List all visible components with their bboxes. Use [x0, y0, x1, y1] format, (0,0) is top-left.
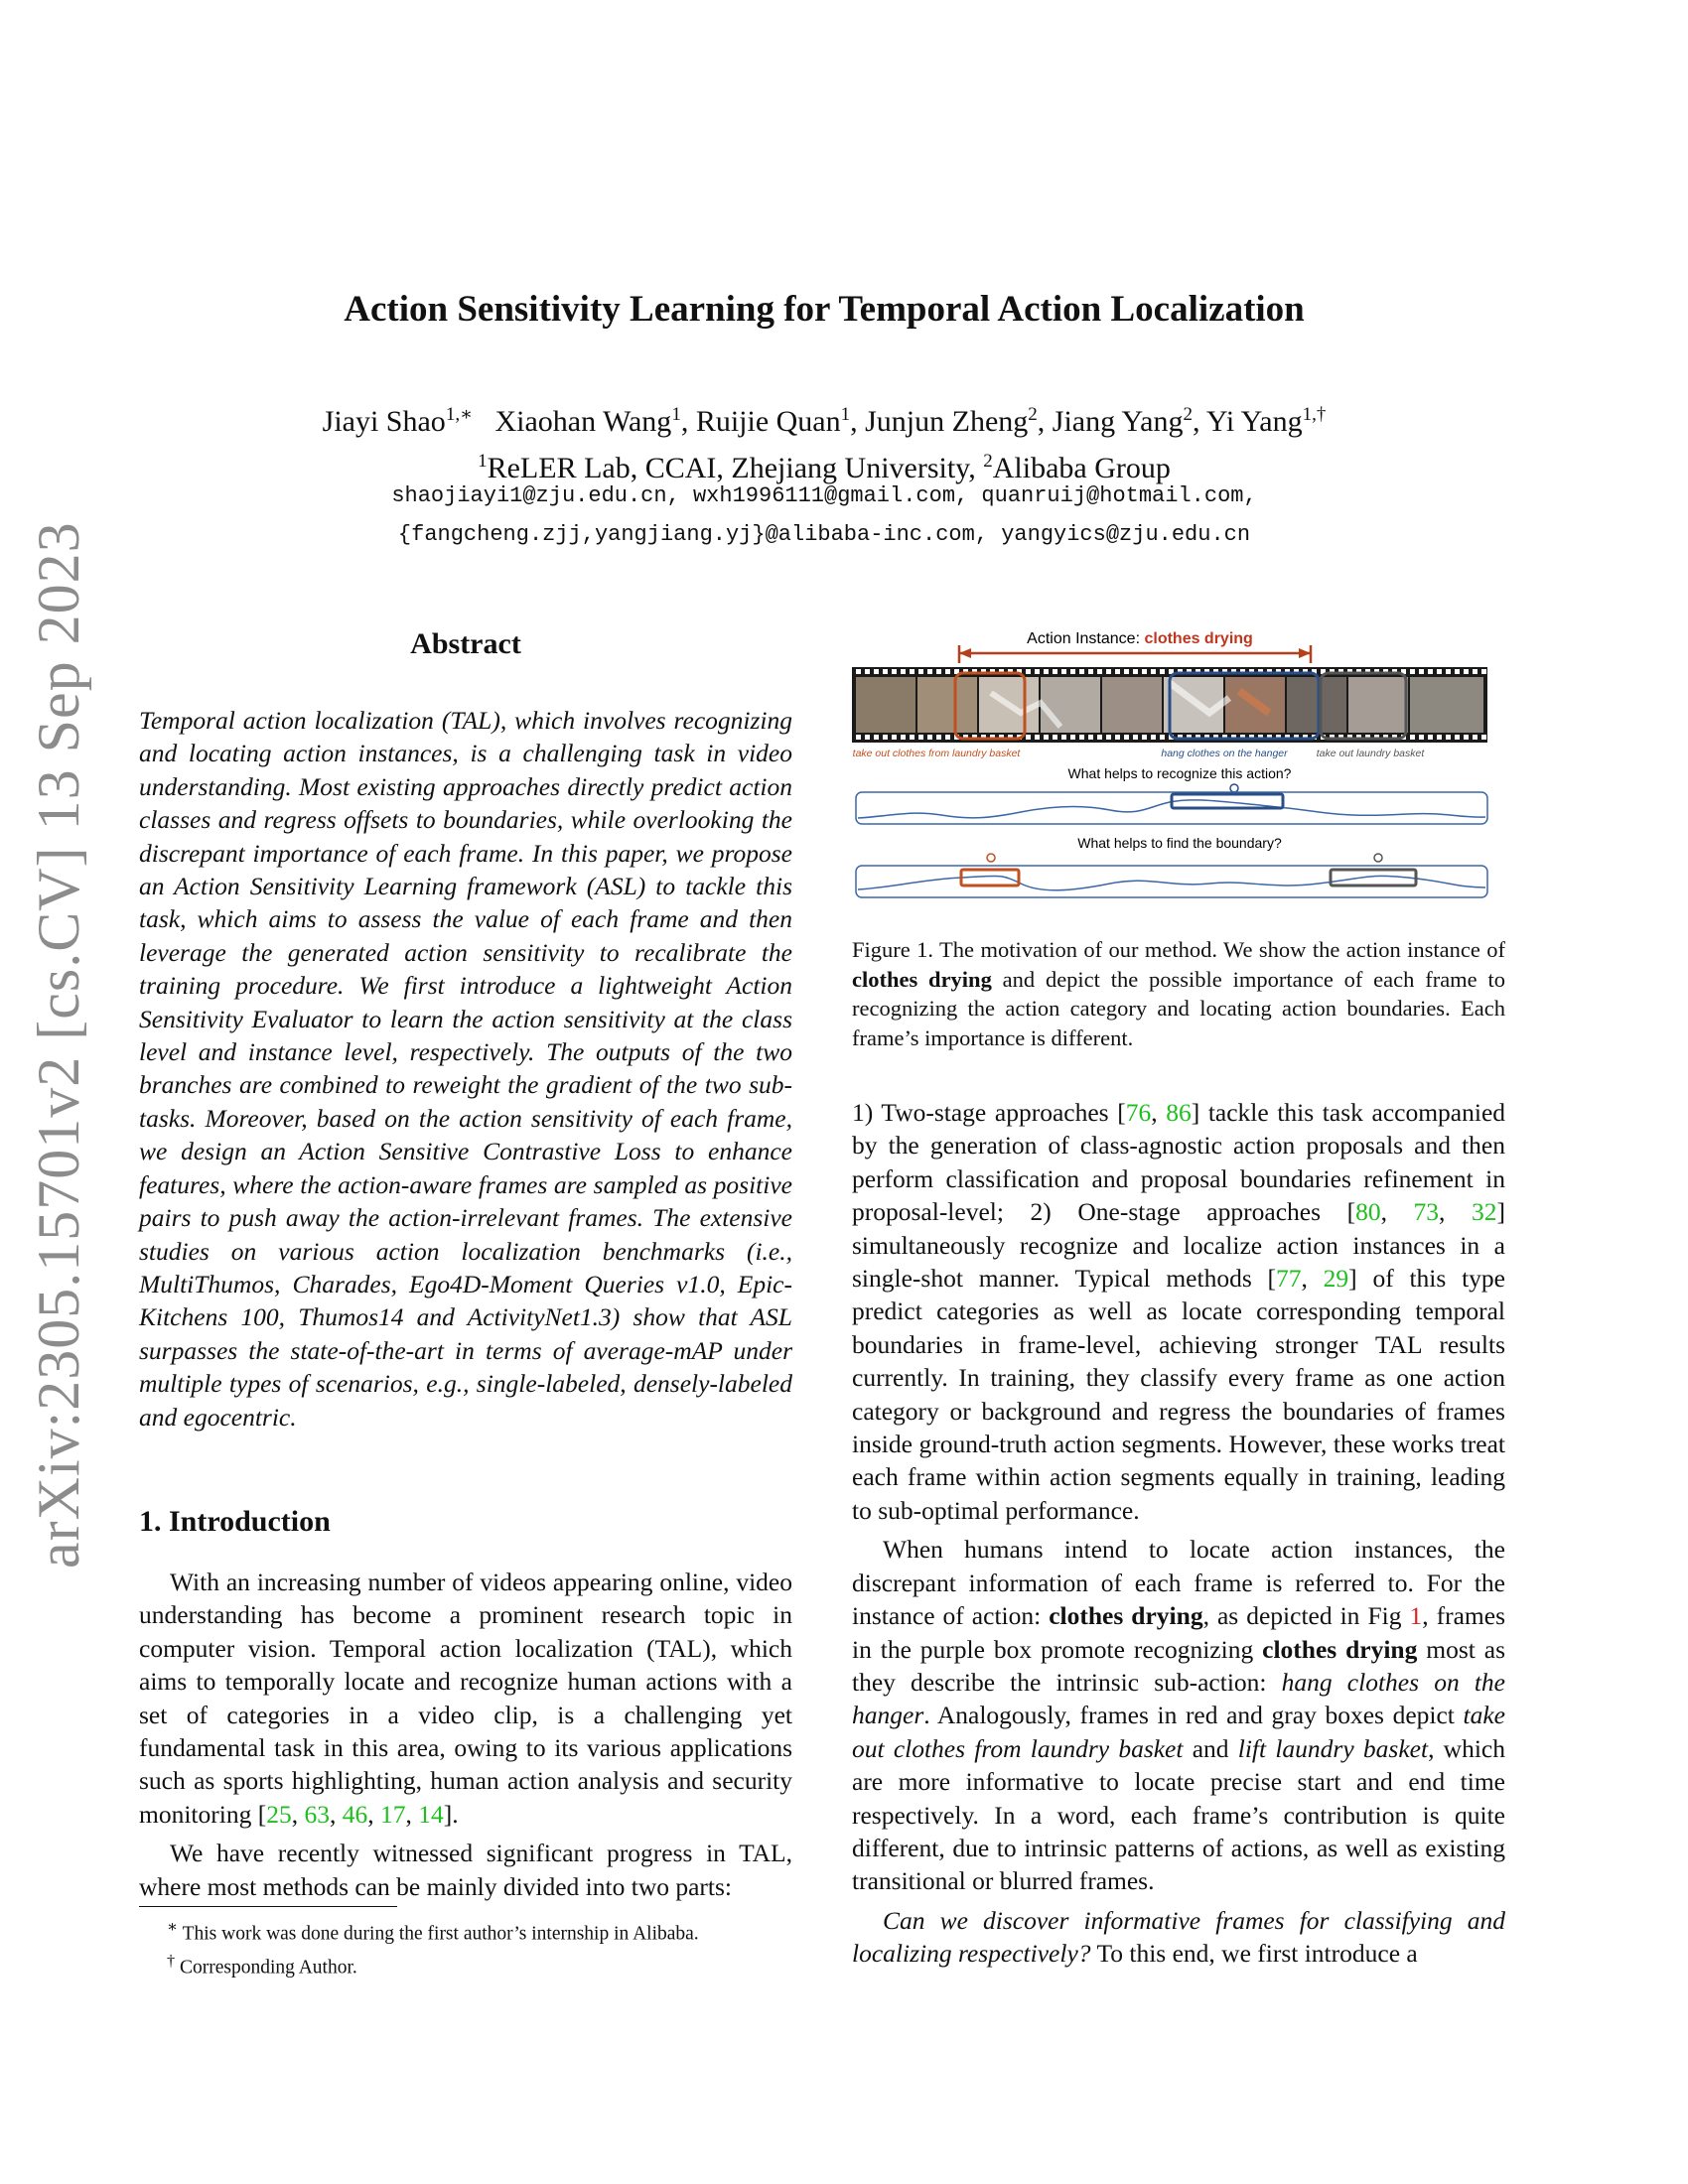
author-block — [0, 395, 1648, 488]
affiliation-mark: 2 — [983, 451, 993, 472]
film-perforation — [1053, 669, 1057, 674]
arrow-right-icon — [1299, 648, 1311, 658]
film-perforation — [1160, 669, 1165, 674]
film-perforation — [1070, 735, 1075, 740]
citation-link[interactable]: 73 — [1413, 1197, 1440, 1227]
film-perforation — [1106, 735, 1111, 740]
film-perforation — [918, 735, 923, 740]
text: , as depicted in Fig — [1202, 1601, 1410, 1631]
right-column-text — [852, 1096, 1505, 1971]
author-name: Ruijie Quan — [695, 405, 841, 438]
text: ] tackle this task accompanied by the generation of class-agnostic action proposals and then perform classification and proposal boundaries refinement in proposal-level; 2) One-stage approaches [ — [852, 1098, 1506, 1227]
abstract-heading: Abstract — [410, 627, 521, 660]
text: ] of this type predict categories as well as locate corresponding temporal boundaries in frame-level, achieving stronger TAL results currently. In training, they classify every frame as one action category or background and regress the boundaries of frames inside ground-truth action segments. However, these works treat each frame within action segments equally in training, leading to sub-optimal performance. — [852, 1264, 1505, 1525]
footnote-mark: † — [167, 1951, 176, 1970]
intro-paragraph: We have recently witnessed significant progress in TAL, where most methods can be mainly divided into two parts: — [139, 1839, 792, 1901]
emphasis: take out clothes from laundry basket — [852, 1701, 1505, 1763]
film-perforation — [874, 735, 879, 740]
film-perforation — [1455, 669, 1460, 674]
film-perforation — [918, 669, 923, 674]
film-perforation — [927, 669, 932, 674]
film-perforation — [1053, 735, 1057, 740]
film-perforation — [1142, 735, 1147, 740]
section-heading: 1. Introduction — [139, 1505, 331, 1538]
intro-paragraph: With an increasing number of videos appearing online, video understanding has become a prominent research topic in computer vision. Temporal action localization (TAL), which aims to temporally locate and recognize human actions with a set of categories in a video clip, is a challenging yet fundamental task in this area, owing to its various applications such as sports highlighting, human action analysis and security monitoring [25, 63, 46, 17, 14]. — [139, 1568, 792, 1829]
emphasis: hang clothes on the hanger — [852, 1667, 1505, 1730]
film-perforation — [936, 669, 941, 674]
film-perforation — [1044, 735, 1049, 740]
sub-action-label: take out clothes from laundry basket — [852, 748, 1021, 759]
lightbulb-icon — [1230, 784, 1238, 792]
text: Figure 1. The motivation of our method. We show the action instance of — [852, 937, 1505, 962]
film-perforation — [901, 669, 906, 674]
film-perforation — [1097, 735, 1102, 740]
film-perforation — [1061, 735, 1066, 740]
figure-caption — [852, 935, 1505, 1052]
citation-link[interactable]: 80 — [1355, 1197, 1381, 1227]
film-perforation — [1079, 735, 1084, 740]
film-perforation — [1061, 669, 1066, 674]
lightbulb-icon — [987, 854, 995, 862]
film-perforation — [865, 735, 870, 740]
film-perforation — [1437, 669, 1442, 674]
emphasis: lift laundry basket — [1237, 1733, 1429, 1763]
footnote-text: This work was done during the first author’s internship in Alibaba. — [178, 1923, 699, 1945]
author-mark: 1 — [671, 404, 681, 425]
film-perforation — [945, 735, 950, 740]
emphasis: Can we discover informative frames for classifying and localizing respectively? — [852, 1905, 1505, 1969]
film-perforation — [1026, 669, 1031, 674]
instance-prefix: Action Instance: — [1027, 630, 1145, 647]
film-perforation — [1088, 735, 1093, 740]
film-perforation — [910, 669, 914, 674]
citation-link[interactable]: 14 — [418, 1799, 444, 1829]
footnote-mark: ∗ — [167, 1918, 179, 1936]
caption-emphasis: clothes drying — [852, 966, 992, 992]
footnote — [167, 1948, 834, 1981]
citation-link[interactable]: 29 — [1323, 1264, 1349, 1294]
film-perforation — [1437, 735, 1442, 740]
text: ] simultaneously recognize and localize action instances in a single-shot manner. Typical methods [ — [852, 1197, 1506, 1294]
film-perforation — [1410, 669, 1415, 674]
author-mark: 1,† — [1302, 404, 1327, 425]
film-perforation — [1473, 669, 1477, 674]
film-perforation — [1079, 669, 1084, 674]
footnotes — [139, 1914, 834, 1980]
paper-title: Action Sensitivity Learning for Temporal Action Localization — [344, 289, 1305, 330]
film-perforation — [892, 669, 897, 674]
film-perforation — [1070, 669, 1075, 674]
film-perforation — [865, 669, 870, 674]
author-name: Xiaohan Wang — [494, 405, 672, 438]
instance-label — [1027, 630, 1253, 647]
citation-link[interactable]: 77 — [1276, 1264, 1302, 1294]
citation-link[interactable]: 17 — [379, 1799, 406, 1829]
figure-motivation — [852, 623, 1507, 913]
citation-link[interactable]: 63 — [304, 1799, 330, 1829]
citation-link[interactable]: 32 — [1472, 1197, 1497, 1227]
film-perforation — [1133, 735, 1138, 740]
film-perforation — [1455, 735, 1460, 740]
abstract-text — [139, 704, 792, 1433]
film-perforation — [1481, 669, 1486, 674]
affiliations — [0, 442, 1648, 488]
text: When humans intend to locate action instances, the discrepant information of each frame is referred to. For the instance of action: — [852, 1535, 1505, 1631]
body-paragraph — [852, 1533, 1505, 1897]
arrow-left-icon — [959, 648, 971, 658]
text: To this end, we first introduce a — [1090, 1939, 1418, 1969]
lightbulb-icon — [1374, 854, 1382, 862]
citation-link[interactable]: 25 — [266, 1799, 292, 1829]
film-perforation — [1035, 735, 1040, 740]
film-perforation — [1428, 735, 1433, 740]
film-perforation — [1428, 669, 1433, 674]
citation-link[interactable]: 46 — [342, 1799, 368, 1829]
film-perforation — [883, 669, 888, 674]
film-perforation — [927, 735, 932, 740]
sub-action-label: hang clothes on the hanger — [1161, 748, 1288, 759]
affiliation: ReLER Lab, CCAI, Zhejiang University, — [487, 452, 984, 484]
film-perforation — [1142, 669, 1147, 674]
affiliation-mark: 1 — [478, 451, 488, 472]
author-name: Jiayi Shao — [322, 405, 446, 438]
film-perforation — [1115, 669, 1120, 674]
film-perforation — [1151, 669, 1156, 674]
film-perforation — [901, 735, 906, 740]
film-perforation — [856, 735, 861, 740]
abstract-paragraph: Temporal action localization (TAL), which involves recognizing and locating action instances, is a challenging task in video understanding. Most existing approaches directly predict action classes and regress offsets to boundaries, while overlooking the discrepant importance of each frame. In this paper, we propose an Action Sensitivity Learning framework (ASL) to tackle this task, which aims to assess the value of each frame and then leverage the generated action sensitivity to recalibrate the training procedure. We first introduce a lightweight Action Sensitivity Evaluator to learn the action sensitivity at the class level and instance level, respectively. The outputs of the two branches are combined to reweight the gradient of the two sub-tasks. Moreover, based on the action sensitivity of each frame, we design an Action Sensitive Contrastive Loss to enhance features, where the action-aware frames are sampled as positive pairs to push away the action-irrelevant frames. The extensive studies on various action localization benchmarks (i.e., MultiThumos, Charades, Ego4D-Moment Queries v1.0, Epic-Kitchens 100, Thumos14 and ActivityNet1.3) show that ASL surpasses the state-of-the-art in terms of average-mAP under multiple types of scenarios, e.g., single-labeled, densely-labeled and egocentric. — [139, 706, 792, 1432]
sub-action-label: take out laundry basket — [1316, 748, 1425, 759]
figure-ref-link[interactable]: 1 — [1409, 1601, 1423, 1631]
author-mark: 1,∗ — [445, 404, 473, 425]
film-perforation — [936, 735, 941, 740]
film-perforation — [874, 669, 879, 674]
film-perforation — [1410, 735, 1415, 740]
email-line: {fangcheng.zjj,yangjiang.yj}@alibaba-inc.com, yangyics@zju.edu.cn — [397, 522, 1251, 547]
film-perforation — [1035, 669, 1040, 674]
film-perforation — [892, 735, 897, 740]
film-perforation — [1473, 735, 1477, 740]
email-line: shaojiayi1@zju.edu.cn, wxh1996111@gmail.com, quanruij@hotmail.com, — [391, 483, 1257, 508]
author-mark: 2 — [1028, 404, 1038, 425]
film-perforation — [1419, 669, 1424, 674]
affiliation: Alibaba Group — [992, 452, 1171, 484]
emphasis: clothes drying — [1262, 1634, 1418, 1664]
author-name: Junjun Zheng — [865, 405, 1029, 438]
text: , frames in the purple box promote recognizing — [852, 1601, 1505, 1664]
film-perforation — [883, 735, 888, 740]
film-perforation — [1044, 669, 1049, 674]
instance-name: clothes drying — [1144, 630, 1253, 647]
film-perforation — [1464, 735, 1469, 740]
author-mark: 2 — [1183, 404, 1193, 425]
author-mark: 1 — [840, 404, 851, 425]
film-perforation — [1464, 669, 1469, 674]
film-perforation — [1106, 669, 1111, 674]
emphasis: clothes drying — [1049, 1601, 1203, 1631]
author-name: Yi Yang — [1205, 405, 1303, 438]
footnote-text: Corresponding Author. — [175, 1957, 357, 1978]
citation-link[interactable]: 76 — [1125, 1098, 1152, 1127]
citation-link[interactable]: 86 — [1166, 1098, 1192, 1127]
question-label: What helps to recognize this action? — [1067, 765, 1292, 781]
text: most as they describe the intrinsic sub-action: — [852, 1634, 1505, 1697]
intro-text — [139, 1566, 792, 1903]
film-perforation — [1446, 669, 1451, 674]
footnote — [167, 1914, 834, 1948]
author-name: Jiang Yang — [1052, 405, 1184, 438]
film-perforation — [945, 669, 950, 674]
text: and depict the possible importance of each frame to recognizing the action category and locating action boundaries. Each frame’s importance is different. — [852, 966, 1505, 1050]
question-label: What helps to find the boundary? — [1077, 835, 1282, 851]
film-perforation — [856, 669, 861, 674]
film-perforation — [1419, 735, 1424, 740]
arxiv-stamp — [14, 521, 103, 1569]
film-perforation — [1133, 669, 1138, 674]
text: With an increasing number of videos appearing online, video understanding has become a prominent research topic in computer vision. Temporal action localization (TAL), which aims to temporally locate and recognize human actions with a set of categories in a video clip, is a challenging yet fundamental task in this area, owing to its various applications such as sports highlighting, human action analysis and security monitoring [ — [139, 1568, 792, 1829]
body-paragraph: 1) Two-stage approaches [76, 86] tackle this task accompanied by the generation of class-agnostic action proposals and then perform classification and proposal boundaries refinement in proposal-level; 2) One-stage approaches [80, 73, 32] simultaneously recognize and localize action instances in a single-shot manner. Typical methods [77, 29] of this type predict categories as well as locate corresponding temporal boundaries in frame-level, achieving stronger TAL results currently. In training, they classify every frame as one action category or background and regress the boundaries of frames inside ground-truth action segments. However, these works treat each frame within action segments equally in training, leading to sub-optimal performance. — [852, 1098, 1506, 1525]
film-perforation — [1151, 735, 1156, 740]
film-perforation — [1088, 669, 1093, 674]
sensitivity-curve — [858, 876, 1485, 889]
footnote-rule — [139, 1906, 397, 1907]
film-perforation — [1026, 735, 1031, 740]
film-perforation — [1124, 669, 1129, 674]
film-perforation — [1160, 735, 1165, 740]
film-perforation — [1481, 735, 1486, 740]
film-perforation — [910, 735, 914, 740]
author-names: Jiayi Shao$^{1,∗}$ Xiaohan Wang$^1$, Ruijie Quan$^1$, Junjun Zheng$^2$, Jiang Yang$^2$, Yi Yang$^{1,\dagger}$ — [322, 404, 1327, 438]
text: , which are more informative to locate precise start and end time respectively. In a word, each frame’s contribution is quite different, due to intrinsic patterns of actions, as well as existing transitional or blurred frames. — [852, 1733, 1505, 1896]
arxiv-stamp-text: arXiv:2305.15701v2 [cs.CV] 13 Sep 2023 — [26, 521, 91, 1569]
film-perforation — [1446, 735, 1451, 740]
text: . Analogously, frames in red and gray boxes depict — [923, 1701, 1464, 1730]
text: 1) Two-stage approaches [ — [852, 1098, 1126, 1127]
film-perforation — [1124, 735, 1129, 740]
text: and — [1183, 1733, 1238, 1763]
film-perforation — [1115, 735, 1120, 740]
body-paragraph — [852, 1904, 1505, 1971]
film-perforation — [1097, 669, 1102, 674]
